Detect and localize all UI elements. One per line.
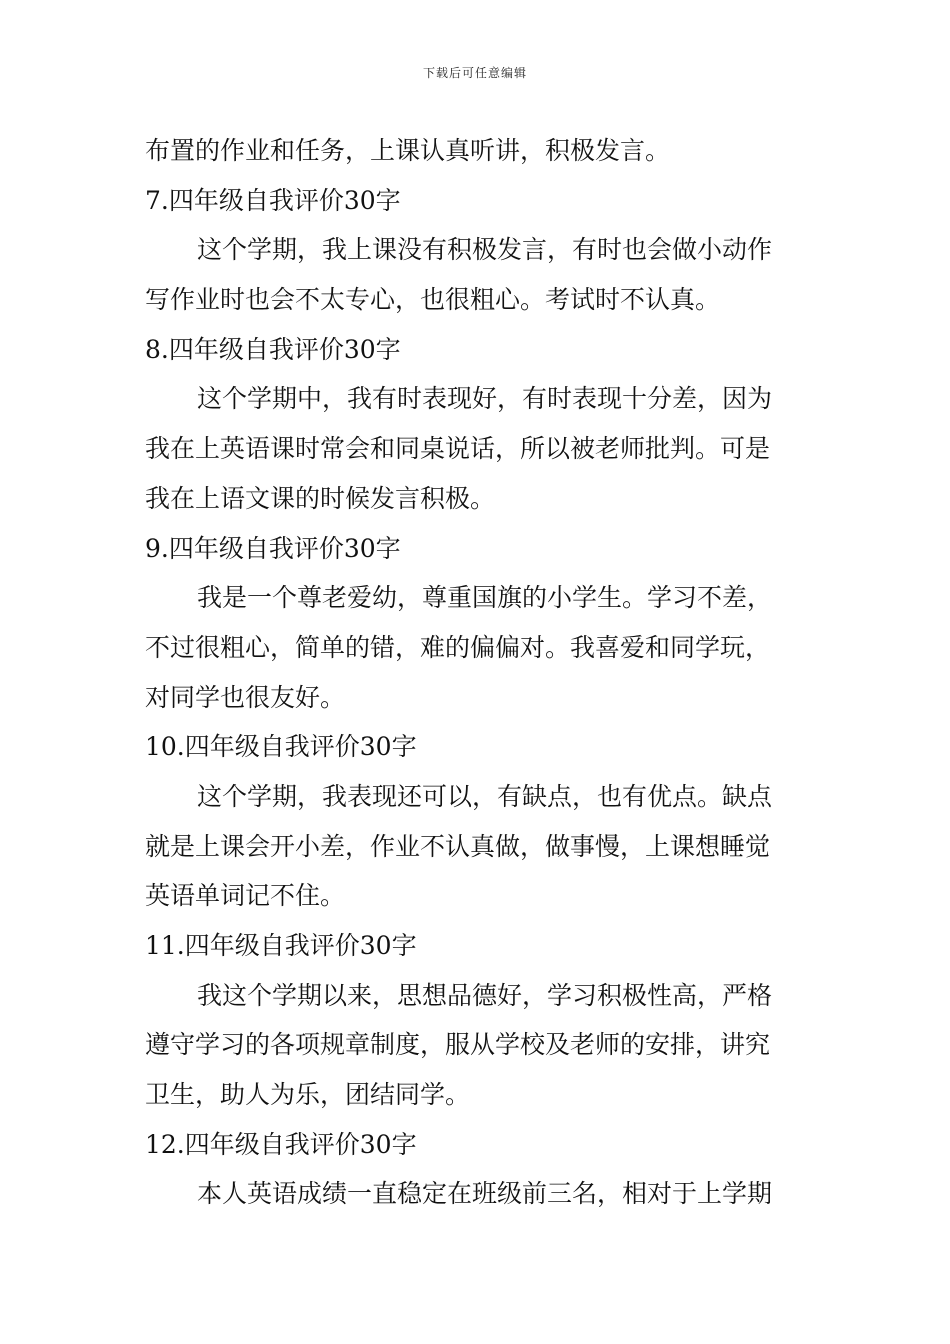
- section-heading: 8.四年级自我评价30字: [145, 334, 401, 364]
- paragraph-first-line: 这个学期中，我有时表现好，有时表现十分差，因为: [197, 384, 773, 414]
- body-line: 写作业时也会不太专心，也很粗心。考试时不认真。: [145, 285, 721, 315]
- body-line: 布置的作业和任务，上课认真听讲，积极发言。: [145, 136, 671, 165]
- section-heading: 7.四年级自我评价30字: [145, 185, 401, 215]
- body-line: 遵守学习的各项规章制度，服从学校及老师的安排，讲究: [145, 1030, 771, 1060]
- body-line: 英语单词记不住。: [145, 881, 346, 911]
- page-header: 下载后可任意编辑: [422, 66, 527, 80]
- paragraph-first-line: 我是一个尊老爱幼，尊重国旗的小学生。学习不差，: [197, 583, 773, 613]
- body-line: 我在上英语课时常会和同桌说话，所以被老师批判。可是: [145, 434, 771, 464]
- section-heading: 10.四年级自我评价30字: [145, 732, 417, 762]
- body-line: 就是上课会开小差，作业不认真做，做事慢，上课想睡觉: [145, 831, 771, 861]
- paragraph-first-line: 这个学期，我上课没有积极发言，有时也会做小动作: [197, 235, 773, 265]
- document-body: [145, 126, 807, 1219]
- section-heading: 11.四年级自我评价30字: [145, 931, 417, 960]
- body-line: 不过很粗心，简单的错，难的偏偏对。我喜爱和同学玩，: [145, 632, 771, 662]
- section-heading: 9.四年级自我评价30字: [145, 533, 401, 563]
- body-line: 卫生，助人为乐，团结同学。: [145, 1080, 471, 1110]
- paragraph-first-line: 这个学期，我表现还可以，有缺点，也有优点。缺点: [197, 781, 773, 811]
- paragraph-first-line: 我这个学期以来，思想品德好，学习积极性高，严格: [197, 980, 773, 1010]
- paragraph-first-line: 本人英语成绩一直稳定在班级前三名，相对于上学期: [197, 1179, 773, 1209]
- body-line: 我在上语文课的时候发言积极。: [145, 483, 496, 513]
- body-line: 对同学也很友好。: [145, 682, 346, 712]
- section-heading: 12.四年级自我评价30字: [145, 1129, 417, 1159]
